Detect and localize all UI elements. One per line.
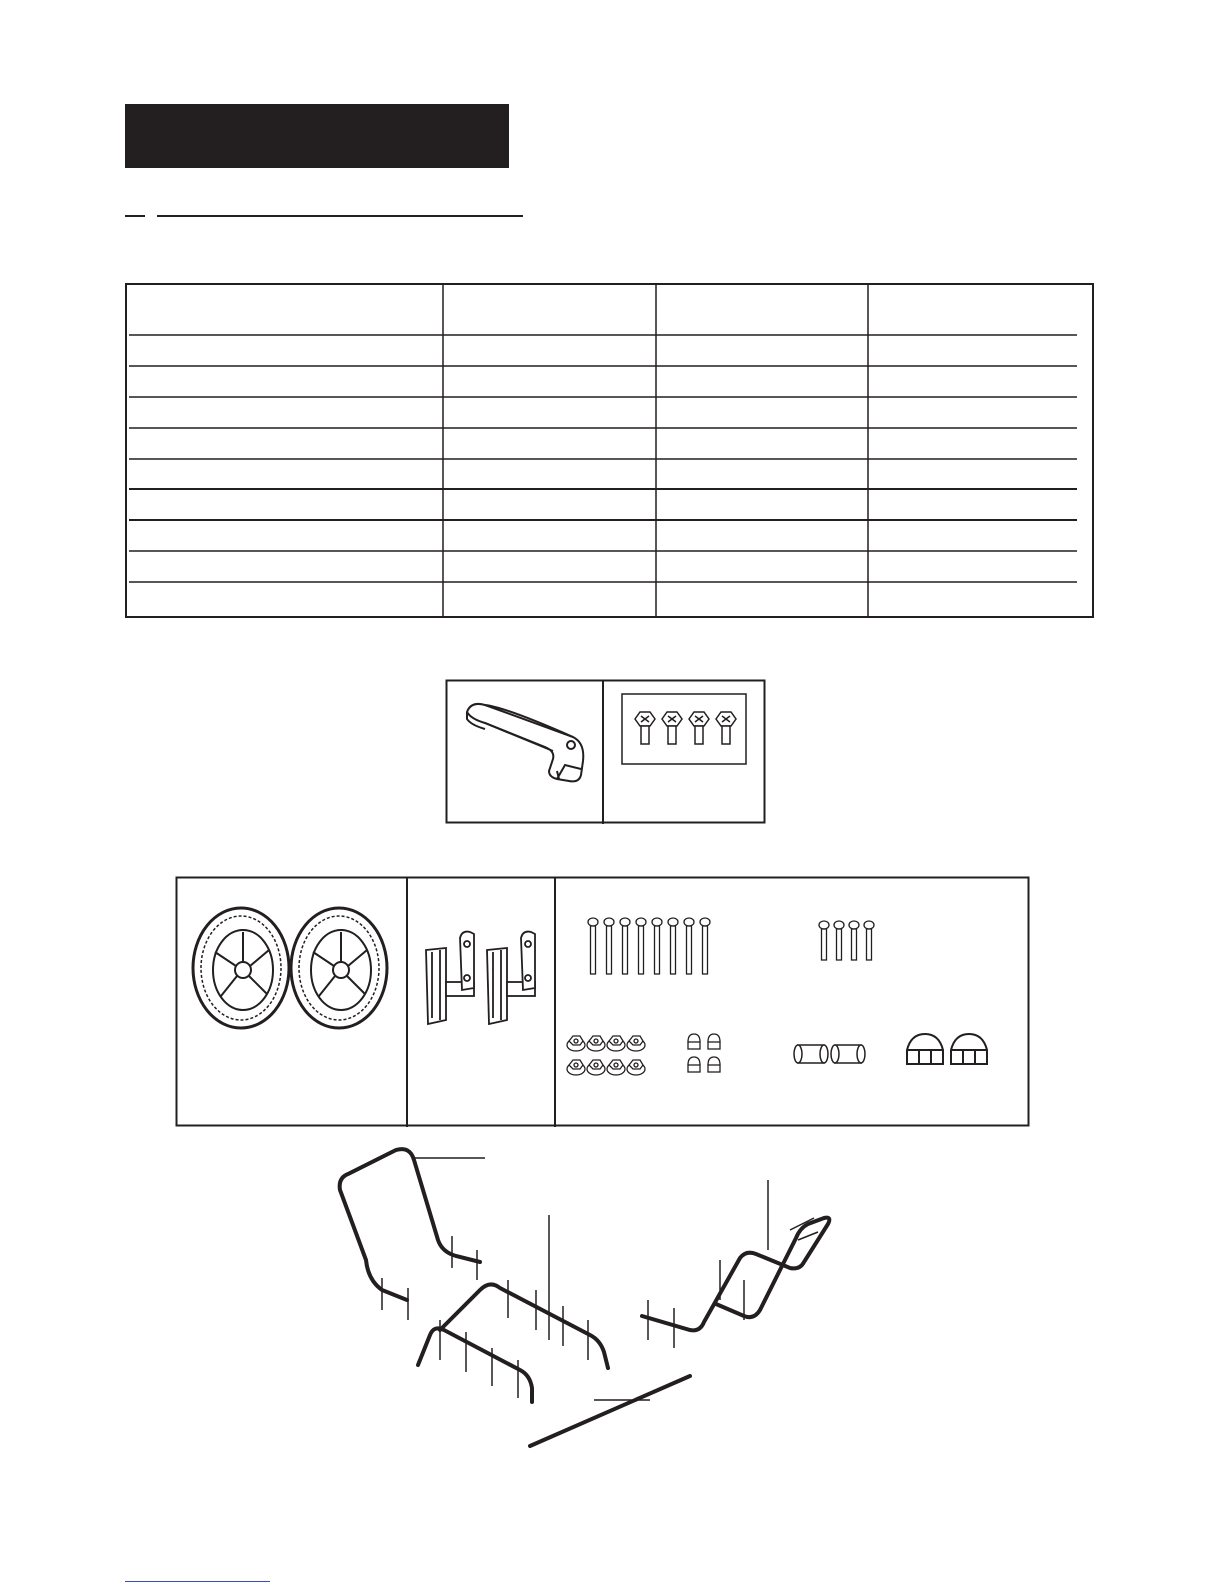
axle-rod <box>530 1376 690 1446</box>
subheading-rule-short <box>125 215 145 217</box>
section-title-bar <box>125 104 509 168</box>
parts-box-handle <box>445 679 767 825</box>
handle-frame <box>340 1149 480 1300</box>
table-grid <box>125 283 1094 618</box>
side-frame-leaders <box>648 1180 818 1348</box>
base-frame <box>418 1284 608 1402</box>
frame-assembly-diagram <box>320 1140 860 1460</box>
subheading-rule-long <box>157 215 523 217</box>
specification-table <box>125 283 1094 618</box>
parts-box-wheel-kit <box>175 876 1031 1129</box>
side-frame <box>642 1218 829 1331</box>
section-title-text <box>125 121 141 151</box>
footer-link-rule <box>125 1581 270 1582</box>
